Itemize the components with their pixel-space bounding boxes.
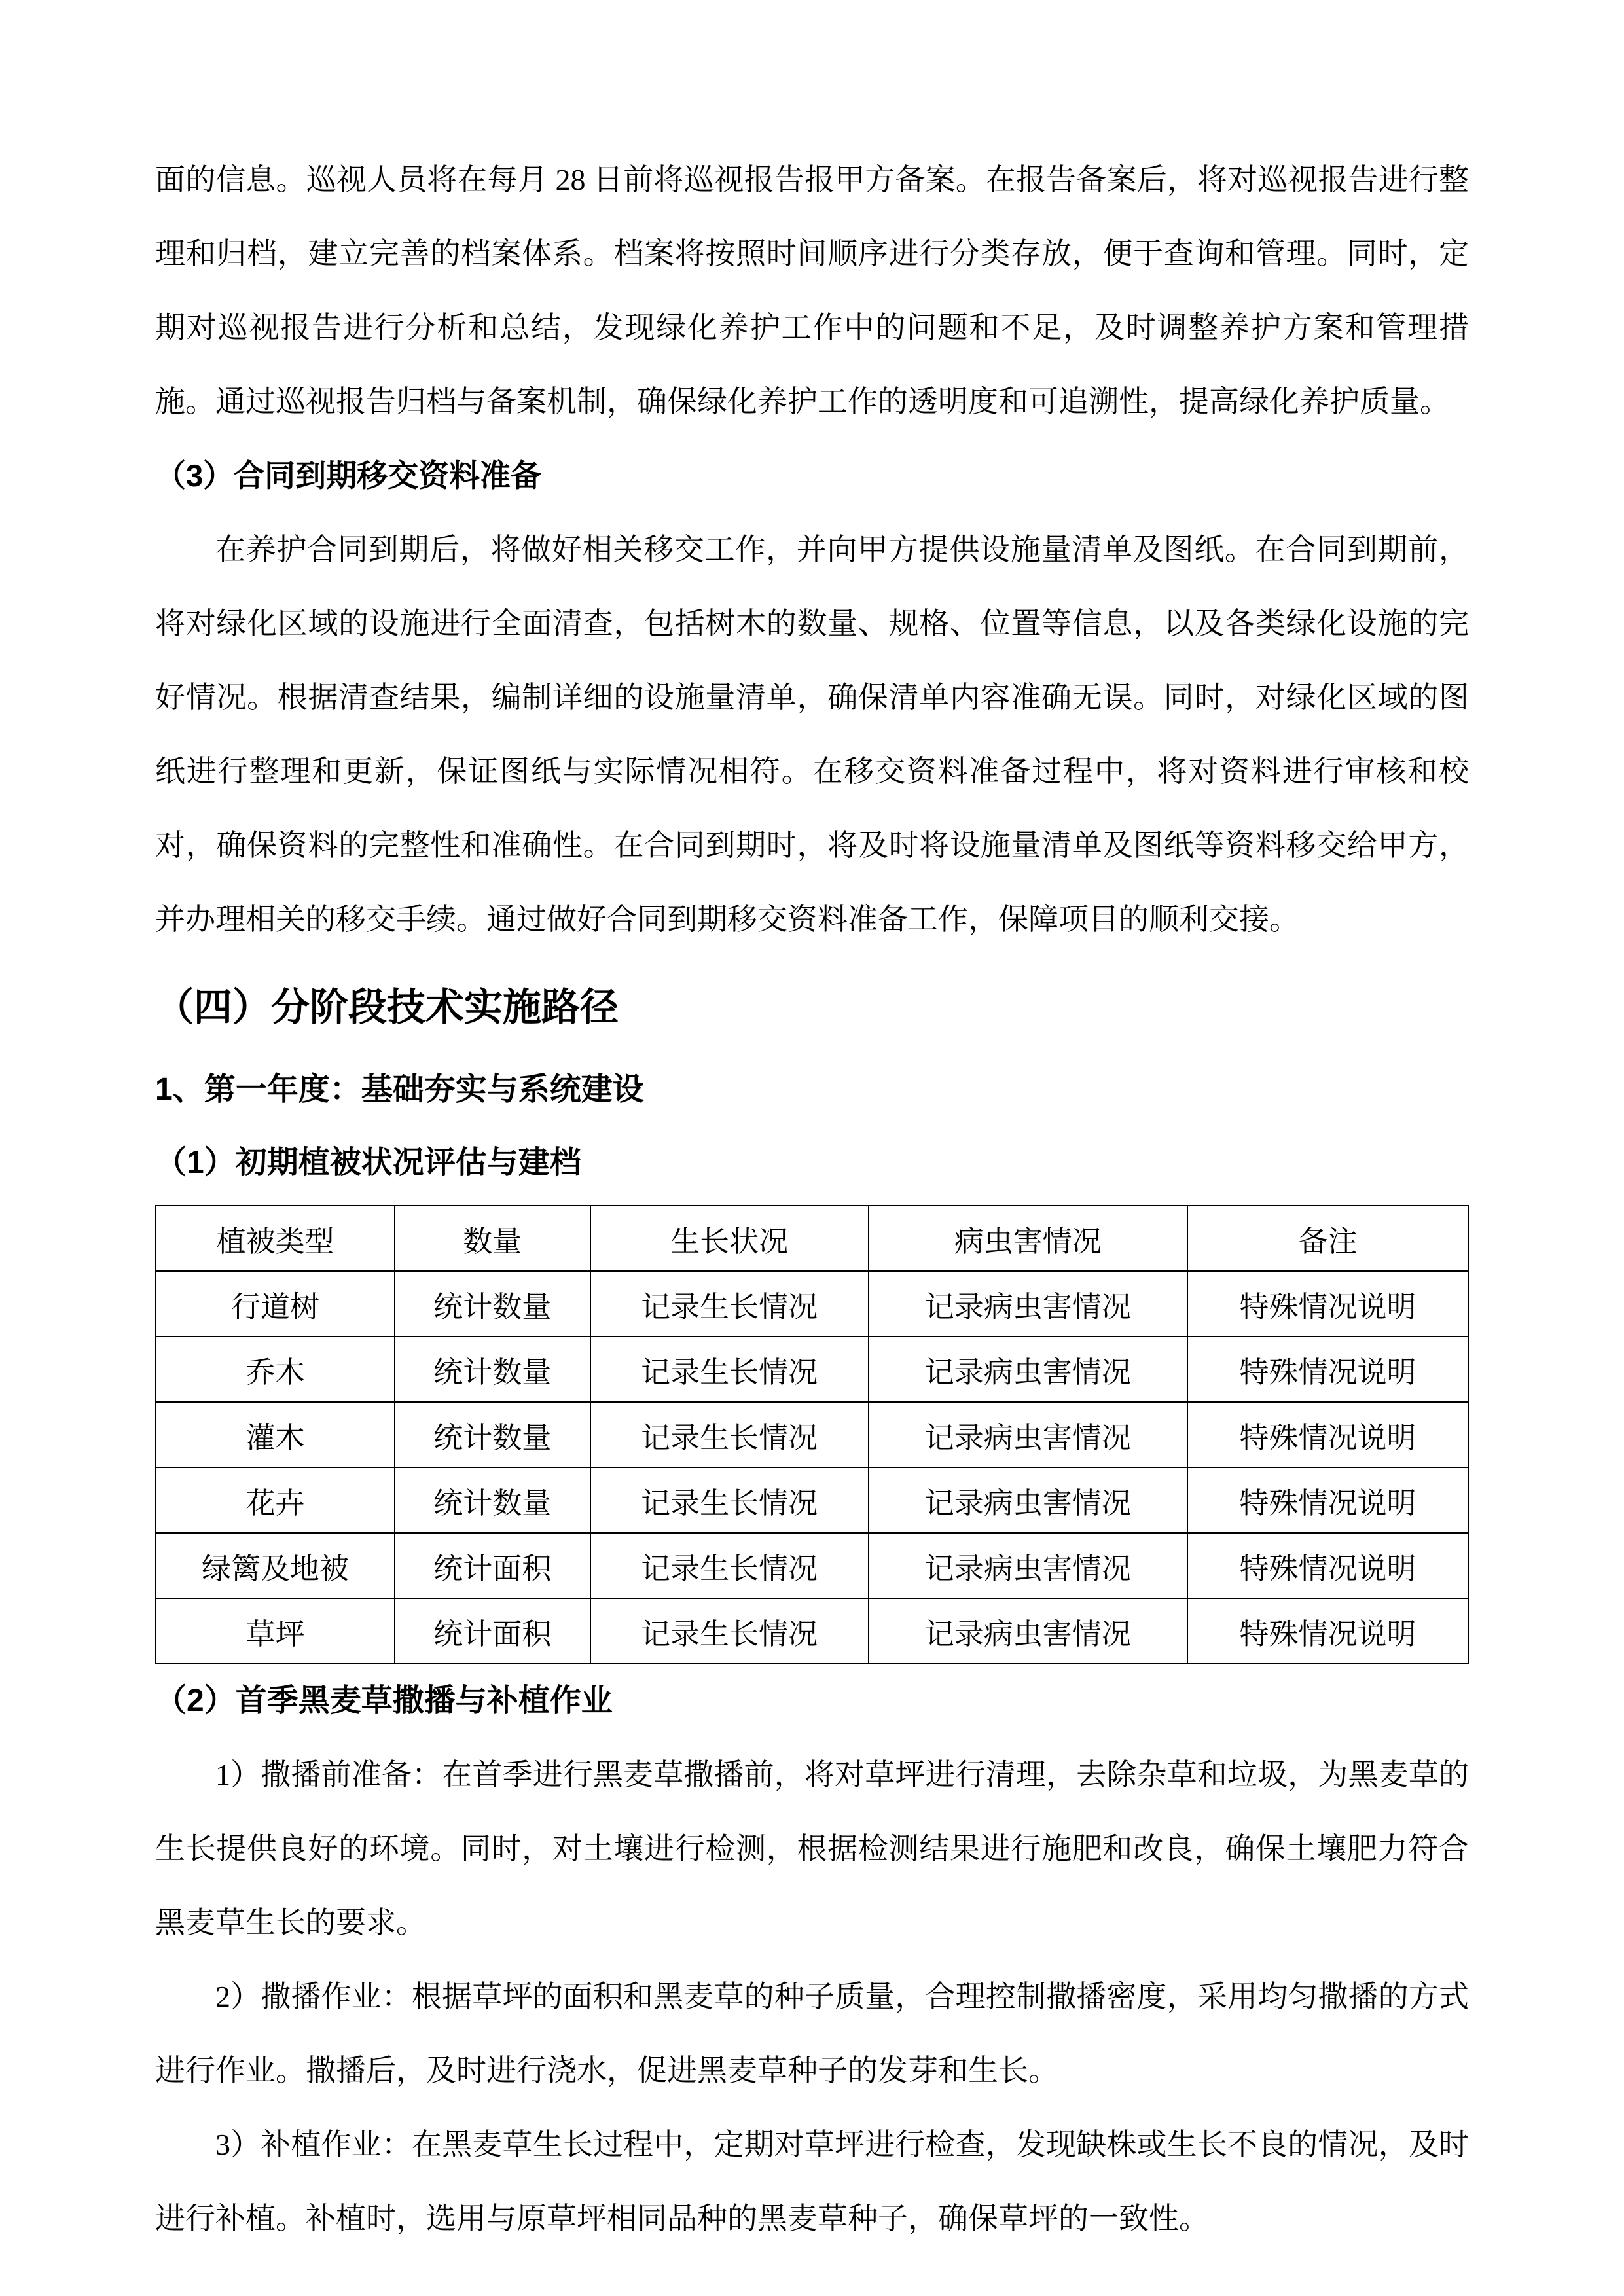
table-cell: 记录病虫害情况 (869, 1533, 1187, 1598)
table-cell: 特殊情况说明 (1187, 1402, 1468, 1467)
table-header-cell: 植被类型 (156, 1206, 395, 1271)
table-cell: 记录病虫害情况 (869, 1336, 1187, 1402)
table-cell: 统计面积 (395, 1533, 590, 1598)
table-header-cell: 数量 (395, 1206, 590, 1271)
table-row (156, 1598, 1468, 1664)
table-cell: 乔木 (156, 1336, 395, 1402)
paragraph-patrol-report: 面的信息。巡视人员将在每月 28 日前将巡视报告报甲方备案。在报告备案后，将对巡视报告进行整理和归档，建立完善的档案体系。档案将按照时间顺序进行分类存放，便于查询和管理。同时，定期对巡视报告进行分析和总结，发现绿化养护工作中的问题和不足，及时调整养护方案和管理措施。通过巡视报告归档与备案机制，确保绿化养护工作的透明度和可追溯性，提高绿化养护质量。 (155, 163, 1469, 418)
paragraph-replanting-operation: 3）补植作业：在黑麦草生长过程中，定期对草坪进行检查，发现缺株或生长不良的情况，及时进行补植。补植时，选用与原草坪相同品种的黑麦草种子，确保草坪的一致性。 (155, 2128, 1469, 2235)
heading-year-one: 1、第一年度：基础夯实与系统建设 (155, 1072, 644, 1107)
heading-section-four: （四）分阶段技术实施路径 (155, 986, 619, 1029)
table-cell: 记录病虫害情况 (869, 1598, 1187, 1664)
table-cell: 统计数量 (395, 1336, 590, 1402)
table-cell: 记录生长情况 (590, 1336, 869, 1402)
table-cell: 记录生长情况 (590, 1467, 869, 1533)
table-cell: 特殊情况说明 (1187, 1467, 1468, 1533)
table-cell: 记录病虫害情况 (869, 1271, 1187, 1336)
paragraph-sowing-preparation: 1）撒播前准备：在首季进行黑麦草撒播前，将对草坪进行清理，去除杂草和垃圾，为黑麦草的生长提供良好的环境。同时，对土壤进行检测，根据检测结果进行施肥和改良，确保土壤肥力符合黑麦草生长的要求。 (155, 1758, 1469, 1939)
table-row (156, 1533, 1468, 1598)
heading-ryegrass-sowing: （2）首季黑麦草撒播与补植作业 (155, 1683, 613, 1718)
paragraph-sowing-operation: 2）撒播作业：根据草坪的面积和黑麦草的种子质量，合理控制撒播密度，采用均匀撒播的方式进行作业。撒播后，及时进行浇水，促进黑麦草种子的发芽和生长。 (155, 1980, 1469, 2087)
paragraph-contract-handover: 在养护合同到期后，将做好相关移交工作，并向甲方提供设施量清单及图纸。在合同到期前，将对绿化区域的设施进行全面清查，包括树木的数量、规格、位置等信息，以及各类绿化设施的完好情况。根据清查结果，编制详细的设施量清单，确保清单内容准确无误。同时，对绿化区域的图纸进行整理和更新，保证图纸与实际情况相符。在移交资料准备过程中，将对资料进行审核和校对，确保资料的完整性和准确性。在合同到期时，将及时将设施量清单及图纸等资料移交给甲方，并办理相关的移交手续。通过做好合同到期移交资料准备工作，保障项目的顺利交接。 (155, 533, 1469, 936)
table-cell: 特殊情况说明 (1187, 1271, 1468, 1336)
table-cell: 记录生长情况 (590, 1402, 869, 1467)
table-cell: 草坪 (156, 1598, 395, 1664)
table-header-cell: 生长状况 (590, 1206, 869, 1271)
table-cell: 记录生长情况 (590, 1598, 869, 1664)
table-row (156, 1271, 1468, 1336)
table-cell: 特殊情况说明 (1187, 1336, 1468, 1402)
table-row (156, 1402, 1468, 1467)
table-cell: 花卉 (156, 1467, 395, 1533)
vegetation-table (155, 1205, 1469, 1664)
table-cell: 绿篱及地被 (156, 1533, 395, 1598)
table-cell: 统计数量 (395, 1402, 590, 1467)
heading-contract-handover: （3）合同到期移交资料准备 (155, 458, 542, 493)
table-cell: 记录病虫害情况 (869, 1467, 1187, 1533)
table-cell: 灌木 (156, 1402, 395, 1467)
table-cell: 记录病虫害情况 (869, 1402, 1187, 1467)
table-cell: 统计数量 (395, 1467, 590, 1533)
table-cell: 特殊情况说明 (1187, 1598, 1468, 1664)
table-cell: 统计面积 (395, 1598, 590, 1664)
table-cell: 记录生长情况 (590, 1271, 869, 1336)
table-header-cell: 病虫害情况 (869, 1206, 1187, 1271)
table-cell: 特殊情况说明 (1187, 1533, 1468, 1598)
table-header-cell: 备注 (1187, 1206, 1468, 1271)
table-row (156, 1336, 1468, 1402)
table-cell: 统计数量 (395, 1271, 590, 1336)
table-header-row (156, 1206, 1468, 1271)
table-row (156, 1467, 1468, 1533)
heading-vegetation-assessment: （1）初期植被状况评估与建档 (155, 1145, 581, 1180)
table-cell: 记录生长情况 (590, 1533, 869, 1598)
table-cell: 行道树 (156, 1271, 395, 1336)
